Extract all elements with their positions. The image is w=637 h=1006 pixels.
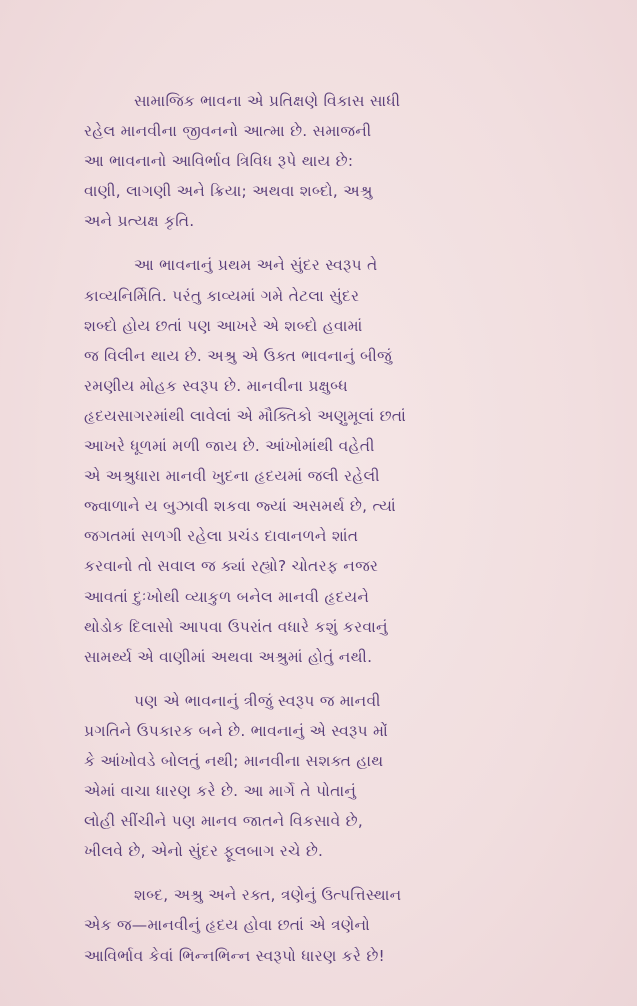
paragraph-1 (84, 86, 524, 236)
page-text (84, 86, 524, 985)
text-line: જ વિલીન થાય છે. અશ્રુ એ ઉક્ત ભાવનાનું બીજું (84, 346, 392, 365)
paragraph-3 (84, 686, 524, 867)
text-line: વાણી, લાગણી અને ક્રિયા; અથવા શબ્દો, અશ્રુ (84, 182, 373, 201)
text-line: આ ભાવનાનો આવિર્ભાવ ત્રિવિધ રૂપે થાય છે: (84, 152, 354, 171)
text-line: કે આંખોવડે બોલતું નથી; માનવીના સશક્ત હાથ (84, 751, 384, 770)
text-line: થોડોક દિલાસો આપવા ઉપરાંત વધારે કશું કરવાનું (84, 617, 388, 636)
text-line: એ અશ્રુધારા માનવી ખુદના હૃદયમાં જલી રહેલી (84, 467, 380, 486)
text-line: શબ્દો હોય છતાં પણ આખરે એ શબ્દો હવામાં (84, 316, 363, 335)
paragraph-2 (84, 250, 524, 671)
text-line: આવિર્ભાવ કેવાં ભિન્નભિન્ન સ્વરૂપો ધારણ કરે છે! (84, 946, 386, 965)
text-line: સામર્થ્ય એ વાણીમાં અથવા અશ્રુમાં હોતું નથી. (84, 647, 373, 666)
text-line: આખરે ધૂળમાં મળી જાય છે. આંખોમાંથી વહેતી (84, 437, 375, 456)
text-line: એમાં વાચા ધારણ કરે છે. આ માર્ગે તે પોતાનું (84, 782, 357, 801)
text-line: લોહી સીંચીને પણ માનવ જાતને વિકસાવે છે, (84, 812, 364, 831)
text-line: શબ્દ, અશ્રુ અને રક્ત, ત્રણેનું ઉત્પત્તિસ્થાન (134, 886, 402, 905)
text-line: એક જ—માનવીનું હૃદય હોવા છતાં એ ત્રણેનો (84, 916, 371, 935)
text-line: સામાજિક ભાવના એ પ્રતિક્ષણે વિકાસ સાધી (134, 92, 401, 110)
text-line: રહેલ માનવીના જીવનનો આત્મા છે. સમાજની (84, 122, 372, 141)
text-line: ખીલવે છે, એનો સુંદર ફૂલબાગ રચે છે. (84, 842, 324, 861)
text-line: જ્વાળાને ય બુઝાવી શકવા જ્યાં અસમર્થ છે, ત્યાં (84, 497, 396, 516)
text-line: આ ભાવનાનું પ્રથમ અને સુંદર સ્વરૂપ તે (134, 256, 378, 275)
text-line: રમણીય મોહક સ્વરૂપ છે. માનવીના પ્રક્ષુબ્ધ (84, 376, 348, 395)
text-line: પ્રગતિને ઉપકારક બને છે. ભાવનાનું એ સ્વરૂપ મોં (84, 721, 389, 740)
text-line: કાવ્યનિર્મિતિ. પરંતુ કાવ્યમાં ગમે તેટલા સુંદર (84, 286, 360, 305)
text-line: હૃદયસાગરમાંથી લાવેલાં એ મૌક્તિકો અણુમૂલાં છતાં (84, 406, 407, 425)
paragraph-4 (84, 880, 524, 970)
text-line: આવતાં દુઃખોથી વ્યાકુળ બનેલ માનવી હૃદયને (84, 587, 370, 606)
text-line: કરવાનો તો સવાલ જ ક્યાં રહ્યો? ચોતરફ નજર (84, 557, 379, 576)
text-line: જગતમાં સળગી રહેલા પ્રચંડ દાવાનળને શાંત (84, 527, 359, 546)
text-line: પણ એ ભાવનાનું ત્રીજું સ્વરૂપ જ માનવી (134, 691, 381, 710)
text-line: અને પ્રત્યક્ષ કૃતિ. (84, 212, 195, 231)
